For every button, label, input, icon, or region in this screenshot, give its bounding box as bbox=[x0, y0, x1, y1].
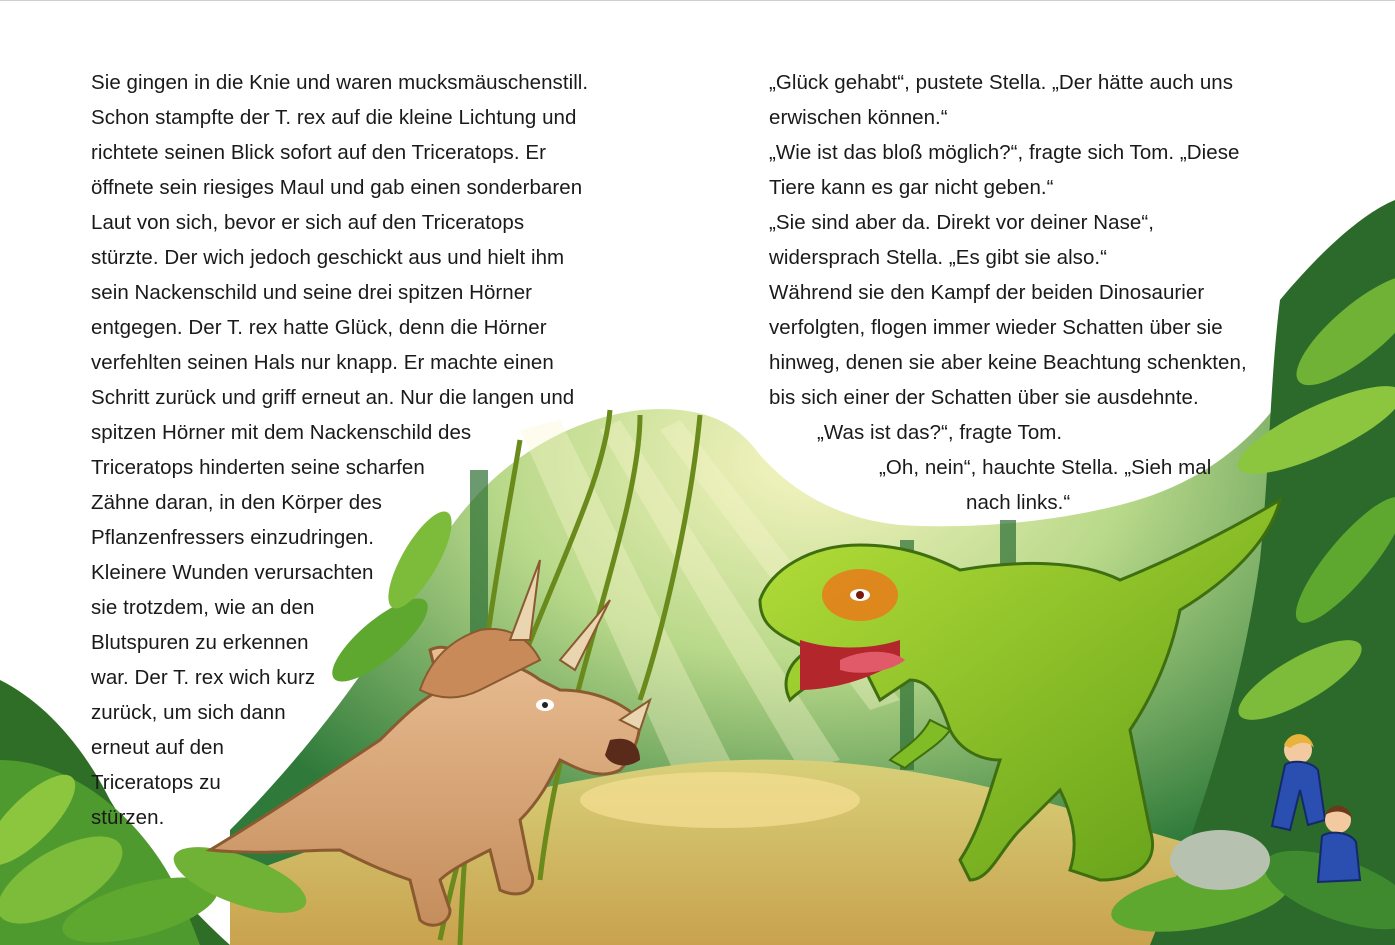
left-line-19: zurück, um sich dann bbox=[91, 701, 286, 724]
right-line-9: hinweg, denen sie aber keine Beachtung schenkten, bbox=[769, 351, 1247, 374]
left-line-16: sie trotzdem, wie an den bbox=[91, 596, 315, 619]
left-line-8: entgegen. Der T. rex hatte Glück, denn die Hörner bbox=[91, 316, 547, 339]
left-line-10: Schritt zurück und griff erneut an. Nur die langen und bbox=[91, 386, 575, 409]
left-line-4: öffnete sein riesiges Maul und gab einen sonderbaren bbox=[91, 176, 583, 199]
right-line-3: „Wie ist das bloß möglich?“, fragte sich Tom. „Diese bbox=[769, 141, 1240, 164]
right-line-13: nach links.“ bbox=[966, 491, 1071, 514]
left-line-3: richtete seinen Blick sofort auf den Triceratops. Er bbox=[91, 141, 546, 164]
left-line-20: erneut auf den bbox=[91, 736, 224, 759]
left-line-9: verfehlten seinen Hals nur knapp. Er machte einen bbox=[91, 351, 554, 374]
left-line-2: Schon stampfte der T. rex auf die kleine Lichtung und bbox=[91, 106, 577, 129]
right-line-6: widersprach Stella. „Es gibt sie also.“ bbox=[769, 246, 1108, 269]
left-line-12: Triceratops hinderten seine scharfen bbox=[91, 456, 425, 479]
right-line-5: „Sie sind aber da. Direkt vor deiner Nase“, bbox=[769, 211, 1154, 234]
left-line-1: Sie gingen in die Knie und waren mucksmäuschenstill. bbox=[91, 71, 589, 94]
left-line-21: Triceratops zu bbox=[91, 771, 221, 794]
right-line-10: bis sich einer der Schatten über sie ausdehnte. bbox=[769, 386, 1199, 409]
left-line-15: Kleinere Wunden verursachten bbox=[91, 561, 374, 584]
right-line-7: Während sie den Kampf der beiden Dinosaurier bbox=[769, 281, 1205, 304]
left-line-17: Blutspuren zu erkennen bbox=[91, 631, 309, 654]
right-line-12: „Oh, nein“, hauchte Stella. „Sieh mal bbox=[879, 456, 1212, 479]
right-line-8: verfolgten, flogen immer wieder Schatten über sie bbox=[769, 316, 1223, 339]
right-line-11: „Was ist das?“, fragte Tom. bbox=[817, 421, 1063, 444]
left-line-7: sein Nackenschild und seine drei spitzen Hörner bbox=[91, 281, 533, 304]
left-line-18: war. Der T. rex wich kurz bbox=[91, 666, 316, 689]
right-line-4: Tiere kann es gar nicht geben.“ bbox=[769, 176, 1054, 199]
right-line-2: erwischen können.“ bbox=[769, 106, 948, 129]
left-line-13: Zähne daran, in den Körper des bbox=[91, 491, 382, 514]
left-line-6: stürzte. Der wich jedoch geschickt aus und hielt ihm bbox=[91, 246, 565, 269]
left-line-11: spitzen Hörner mit dem Nackenschild des bbox=[91, 421, 472, 444]
right-line-1: „Glück gehabt“, pustete Stella. „Der hätte auch uns bbox=[769, 71, 1234, 94]
left-line-5: Laut von sich, bevor er sich auf den Triceratops bbox=[91, 211, 525, 234]
left-line-14: Pflanzenfressers einzudringen. bbox=[91, 526, 374, 549]
left-line-22: stürzen. bbox=[91, 806, 165, 829]
